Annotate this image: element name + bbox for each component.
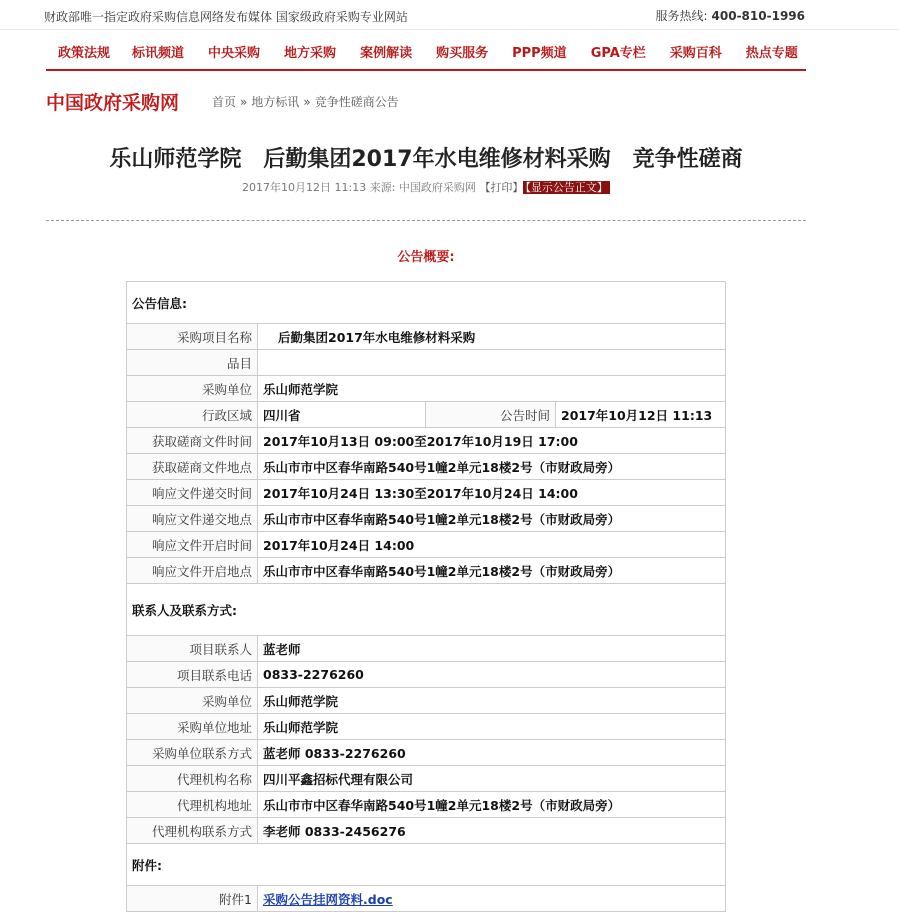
row-label: 采购单位地址 bbox=[127, 714, 258, 740]
row-value: 乐山市市中区春华南路540号1幢2单元18楼2号（市财政局旁） bbox=[258, 558, 726, 584]
hotline-number: 400-810-1996 bbox=[711, 9, 805, 23]
row-value bbox=[258, 350, 726, 376]
row-label: 代理机构地址 bbox=[127, 792, 258, 818]
row-label: 响应文件递交地点 bbox=[127, 506, 258, 532]
row-value: 蓝老师 bbox=[258, 636, 726, 662]
table-row bbox=[127, 792, 726, 818]
attachment-link[interactable]: 采购公告挂网资料.doc bbox=[263, 891, 393, 907]
table-row bbox=[127, 636, 726, 662]
row-value: 乐山师范学院 bbox=[258, 714, 726, 740]
row-label: 附件1 bbox=[127, 886, 258, 912]
nav-item[interactable]: 地方采购 bbox=[284, 46, 337, 61]
hotline-label: 服务热线: bbox=[655, 9, 708, 23]
article-date: 2017年10月12日 11:13 bbox=[242, 181, 367, 194]
announcement-table bbox=[126, 281, 726, 912]
print-link[interactable]: 【打印】 bbox=[479, 181, 524, 194]
breadcrumb-local-bids[interactable]: 地方标讯 bbox=[251, 95, 300, 109]
article-meta bbox=[0, 179, 852, 195]
table-section-row bbox=[127, 584, 726, 636]
table-row bbox=[127, 506, 726, 532]
nav-item[interactable]: 案例解读 bbox=[360, 46, 413, 61]
table-section-row bbox=[127, 282, 726, 324]
breadcrumb-separator: » bbox=[240, 95, 248, 109]
nav-item[interactable]: 采购百科 bbox=[669, 46, 722, 61]
row-value: 乐山师范学院 bbox=[258, 376, 726, 402]
breadcrumb bbox=[212, 93, 399, 110]
table-row bbox=[127, 376, 726, 402]
breadcrumb-home[interactable]: 首页 bbox=[212, 95, 237, 109]
row-value: 乐山市市中区春华南路540号1幢2单元18楼2号（市财政局旁） bbox=[258, 506, 726, 532]
row-label: 公告时间 bbox=[426, 402, 556, 428]
row-label: 获取磋商文件时间 bbox=[127, 428, 258, 454]
table-row bbox=[127, 714, 726, 740]
nav-item[interactable]: PPP频道 bbox=[512, 46, 567, 61]
row-label: 响应文件开启时间 bbox=[127, 532, 258, 558]
summary-heading: 公告概要: bbox=[397, 250, 455, 265]
row-value: 乐山市市中区春华南路540号1幢2单元18楼2号（市财政局旁） bbox=[258, 792, 726, 818]
table-row bbox=[127, 454, 726, 480]
show-full-text-button[interactable]: 【显示公告正文】 bbox=[525, 181, 608, 194]
nav-item[interactable]: 热点专题 bbox=[745, 46, 798, 61]
row-value: 2017年10月24日 14:00 bbox=[258, 532, 726, 558]
table-row bbox=[127, 558, 726, 584]
row-value: 2017年10月24日 13:30至2017年10月24日 14:00 bbox=[258, 480, 726, 506]
row-value: 四川平鑫招标代理有限公司 bbox=[258, 766, 726, 792]
row-label: 代理机构名称 bbox=[127, 766, 258, 792]
table-row bbox=[127, 818, 726, 844]
site-logo[interactable]: 中国政府采购网 bbox=[46, 92, 180, 114]
table-row bbox=[127, 740, 726, 766]
table-row bbox=[127, 886, 726, 912]
table-row bbox=[127, 766, 726, 792]
nav-item[interactable]: 政策法规 bbox=[58, 46, 111, 61]
row-label: 响应文件开启地点 bbox=[127, 558, 258, 584]
row-value: 乐山师范学院 bbox=[258, 688, 726, 714]
nav-item[interactable]: 购买服务 bbox=[436, 46, 489, 61]
row-label: 项目联系人 bbox=[127, 636, 258, 662]
row-label: 响应文件递交时间 bbox=[127, 480, 258, 506]
divider bbox=[46, 220, 806, 221]
section-heading: 公告信息: bbox=[127, 282, 726, 324]
nav-item[interactable]: 标讯频道 bbox=[132, 46, 185, 61]
site-tagline: 财政部唯一指定政府采购信息网络发布媒体 国家级政府采购专业网站 bbox=[44, 10, 408, 24]
main-nav bbox=[46, 38, 806, 71]
row-value bbox=[258, 886, 726, 912]
section-heading: 联系人及联系方式: bbox=[127, 584, 726, 636]
row-value: 2017年10月12日 11:13 bbox=[556, 402, 726, 428]
row-value: 乐山市市中区春华南路540号1幢2单元18楼2号（市财政局旁） bbox=[258, 454, 726, 480]
row-label: 采购单位联系方式 bbox=[127, 740, 258, 766]
row-label: 项目联系电话 bbox=[127, 662, 258, 688]
row-label: 行政区域 bbox=[127, 402, 258, 428]
row-value: 后勤集团2017年水电维修材料采购 bbox=[258, 324, 726, 350]
table-row bbox=[127, 324, 726, 350]
row-label: 代理机构联系方式 bbox=[127, 818, 258, 844]
row-label: 采购单位 bbox=[127, 688, 258, 714]
row-value: 四川省 bbox=[258, 402, 426, 428]
table-row bbox=[127, 480, 726, 506]
row-label: 获取磋商文件地点 bbox=[127, 454, 258, 480]
section-heading: 附件: bbox=[127, 844, 726, 886]
nav-item[interactable]: GPA专栏 bbox=[590, 46, 646, 61]
table-row bbox=[127, 688, 726, 714]
table-row bbox=[127, 428, 726, 454]
breadcrumb-negotiation[interactable]: 竞争性磋商公告 bbox=[314, 95, 399, 109]
row-label: 采购项目名称 bbox=[127, 324, 258, 350]
top-bar bbox=[0, 0, 899, 30]
row-value: 2017年10月13日 09:00至2017年10月19日 17:00 bbox=[258, 428, 726, 454]
article-title: 乐山师范学院 后勤集团2017年水电维修材料采购 竞争性磋商 bbox=[109, 147, 743, 172]
nav-item[interactable]: 中央采购 bbox=[208, 46, 261, 61]
service-hotline bbox=[655, 7, 805, 24]
row-value: 0833-2276260 bbox=[258, 662, 726, 688]
row-value: 蓝老师 0833-2276260 bbox=[258, 740, 726, 766]
breadcrumb-separator: » bbox=[303, 95, 311, 109]
row-label: 采购单位 bbox=[127, 376, 258, 402]
article-source: 来源: 中国政府采购网 bbox=[369, 181, 476, 194]
table-row bbox=[127, 350, 726, 376]
row-value: 李老师 0833-2456276 bbox=[258, 818, 726, 844]
table-row bbox=[127, 532, 726, 558]
table-section-row bbox=[127, 844, 726, 886]
row-label: 品目 bbox=[127, 350, 258, 376]
table-row bbox=[127, 402, 726, 428]
table-row bbox=[127, 662, 726, 688]
